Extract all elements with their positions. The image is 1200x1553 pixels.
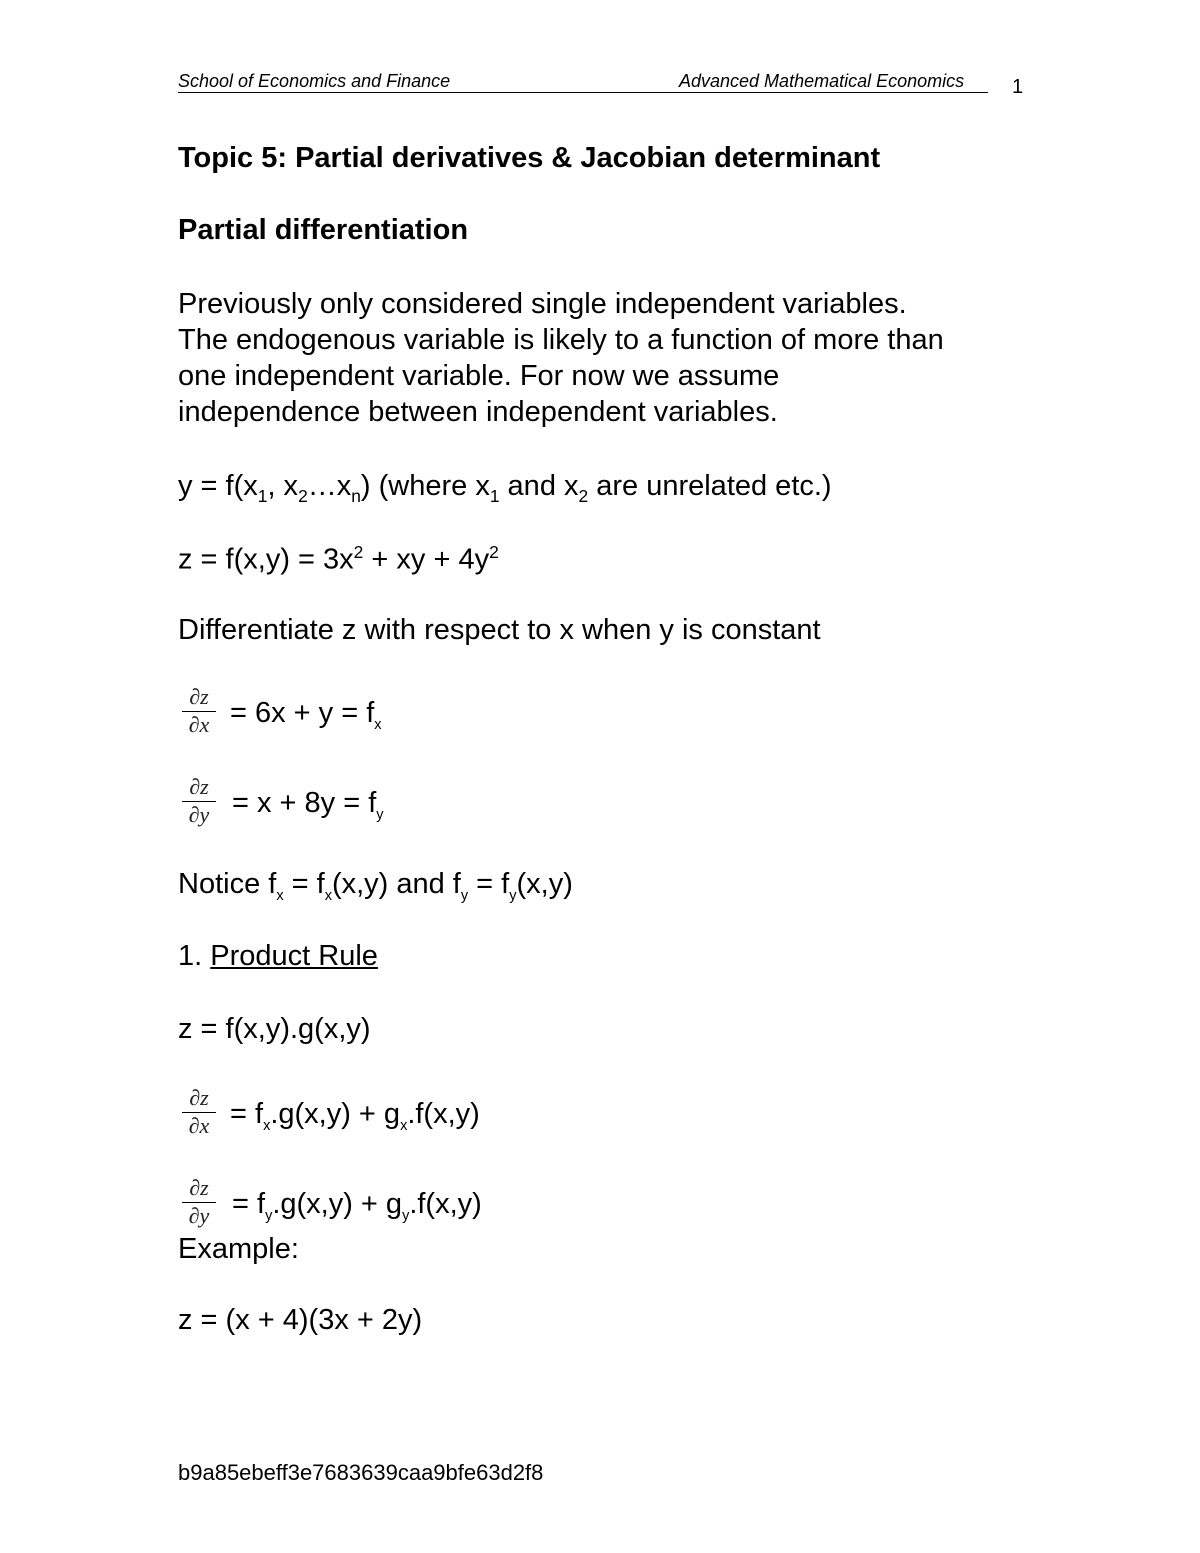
differentiate-instruction: Differentiate z with respect to x when y is constant bbox=[178, 614, 821, 646]
intro-paragraph bbox=[178, 286, 944, 430]
partial-x-result: = $6x + y = f_x$ bbox=[230, 697, 382, 733]
product-fraction-x: ∂z ∂x bbox=[180, 1087, 218, 1137]
intro-line: independence between independent variables. bbox=[178, 396, 778, 428]
notice-statement: Notice $f_x = f_x(x,y)$ and $f_y = f_y(x,y)$ bbox=[178, 868, 573, 904]
intro-line: one independent variable. For now we assume bbox=[178, 360, 780, 392]
header-school: School of Economics and Finance bbox=[178, 71, 451, 91]
header-rule bbox=[178, 92, 988, 93]
product-x-result: = $f_x.g(x,y) + g_x.f(x,y)$ bbox=[230, 1098, 480, 1134]
partial-derivative-fraction-x: ∂z ∂x bbox=[180, 686, 218, 736]
section-heading: Partial differentiation bbox=[178, 214, 469, 246]
example-equation: z = (x + 4)(3x + 2y) bbox=[178, 1304, 423, 1336]
product-rule-heading: 1. Product Rule bbox=[178, 940, 378, 972]
header-course: Advanced Mathematical Economics bbox=[679, 71, 965, 91]
product-equation: z = f(x,y).g(x,y) bbox=[178, 1013, 371, 1045]
intro-line: The endogenous variable is likely to a function of more than bbox=[178, 324, 944, 356]
intro-line: Previously only considered single independent variables. bbox=[178, 288, 907, 320]
partial-derivative-fraction-y: ∂z ∂y bbox=[180, 776, 218, 826]
partial-y-result: = $x + 8y = f_y$ bbox=[232, 787, 384, 823]
example-label: Example: bbox=[178, 1233, 299, 1265]
product-y-result: = $f_y.g(x,y) + g_y.f(x,y)$ bbox=[232, 1188, 482, 1224]
z-function-equation: $z = f(x,y) = 3x^2$ + xy + $4y^2$ bbox=[178, 542, 499, 576]
general-function-equation: $y = f(x_1$, $x_2\dots x_n$) (where $x_1$ and $x_2$ are unrelated etc.) bbox=[178, 470, 832, 506]
footer-document-hash: b9a85ebeff3e7683639caa9bfe63d2f8 bbox=[178, 1460, 544, 1485]
page-title: Topic 5: Partial derivatives & Jacobian determinant bbox=[178, 142, 881, 174]
page-number: 1 bbox=[1012, 76, 1024, 98]
product-fraction-y: ∂z ∂y bbox=[180, 1177, 218, 1227]
